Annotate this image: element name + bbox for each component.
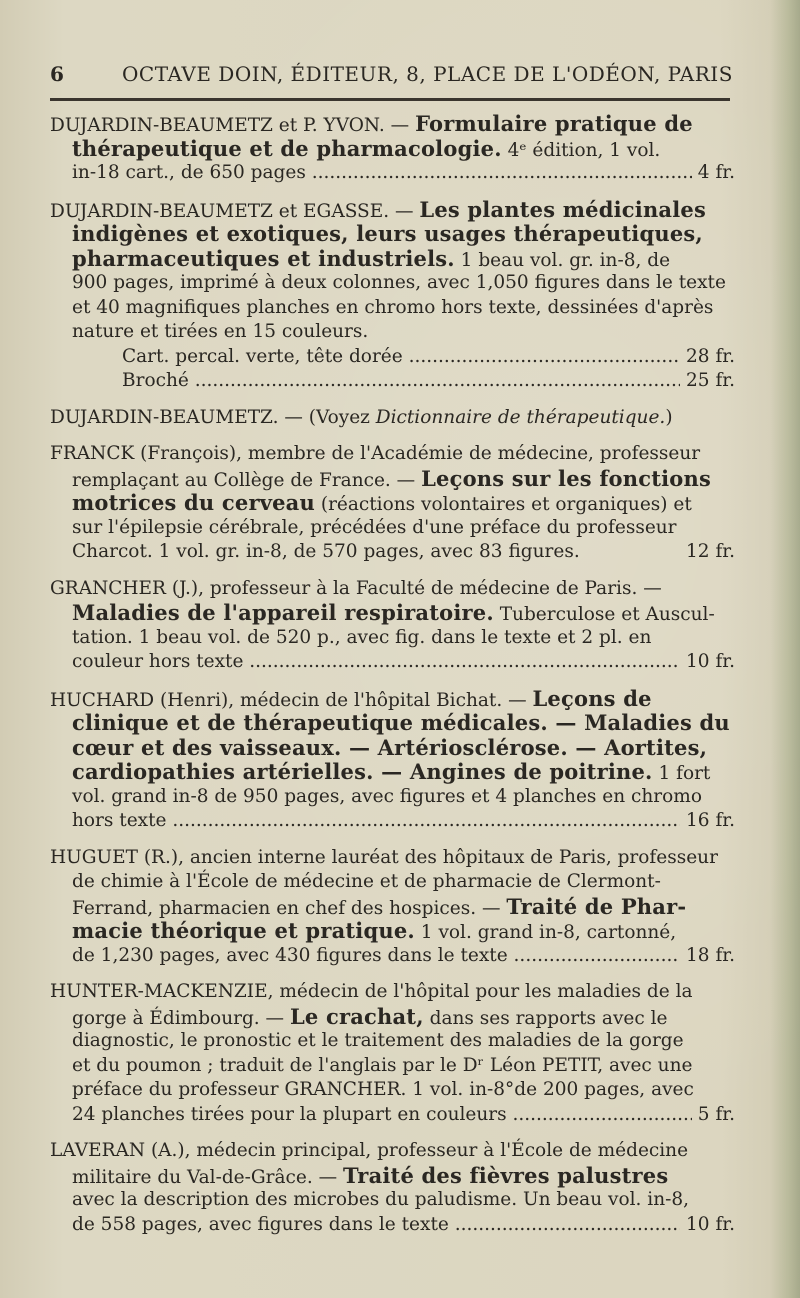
entry-text: et 40 magnifiques planches en chromo hors texte, dessinées d'après (72, 296, 714, 318)
entry-price: 4 fr. (697, 162, 735, 183)
entry-text: in-18 cart., de 650 pages ..... (72, 161, 692, 186)
entry-price: 16 fr. (686, 810, 735, 831)
entry-text: avec la description des microbes du paludisme. Un beau vol. in-8, (72, 1189, 690, 1210)
entry-text: Ferrand, pharmacien en chef des hospices. — (72, 897, 507, 919)
entry-title: cœur et des vaisseaux. — Artériosclérose. — Aortites, (72, 734, 708, 760)
entry-text: de 558 pages, avec figures dans le texte ..... (72, 1213, 680, 1238)
entry-text: ) (665, 406, 673, 428)
entry-text: Cart. percal. verte, tête dorée ..... (122, 345, 680, 370)
catalog-entry (50, 442, 735, 565)
entry-title: clinique et de thérapeutique médicales. — Maladies du (72, 710, 730, 735)
entry-text: et du poumon ; traduit de l'anglais par le Dʳ Léon PETIT, avec une (72, 1054, 693, 1076)
entry-price: 12 fr. (686, 541, 735, 562)
entry-price: 25 fr. (686, 370, 735, 391)
entry-title: Le crachat, (289, 1003, 424, 1029)
entry-author: FRANCK (François), membre de l'Académie de médecine, professeur (50, 443, 701, 464)
entry-price: 5 fr. (697, 1103, 735, 1125)
catalog-entry (50, 112, 735, 186)
entry-text: nature et tirées en 15 couleurs. (72, 321, 369, 342)
entry-author: DUJARDIN-BEAUMETZ et EGASSE. — (50, 200, 420, 222)
page-number: 6 (50, 62, 65, 86)
entry-text: Broché ..... (122, 369, 680, 394)
catalog-entry (50, 980, 735, 1127)
entry-author: HUCHARD (Henri), médecin de l'hôpital Bichat. — (50, 689, 533, 711)
entry-price: 28 fr. (686, 345, 735, 367)
entry-text: couleur hors texte ..... (72, 650, 680, 675)
entry-title: indigènes et exotiques, leurs usages thérapeutiques, (72, 221, 703, 246)
entry-author: HUNTER-MACKENZIE, médecin de l'hôpital pour les maladies de la (50, 981, 693, 1002)
entry-text: vol. grand in-8 de 950 pages, avec figures et 4 planches en chromo (72, 785, 702, 807)
entry-text: tation. 1 beau vol. de 520 p., avec fig. dans le texte et 2 pl. en (72, 626, 652, 648)
entry-price: 18 fr. (686, 944, 735, 966)
entry-text: de chimie à l'École de médecine et de pharmacie de Clermont- (72, 871, 661, 892)
entry-text: 1 beau vol. gr. in-8, de (454, 249, 671, 271)
entry-text: dans ses rapports avec le (423, 1007, 668, 1029)
entry-text: hors texte ..... (72, 809, 680, 834)
entry-reference: Dictionnaire de thérapeutique. (375, 406, 666, 428)
entry-text: remplaçant au Collège de France. — (72, 469, 422, 491)
entry-author: HUGUET (R.), ancien interne lauréat des hôpitaux de Paris, professeur (50, 846, 718, 868)
entry-title: Maladies de l'appareil respiratoire. (72, 600, 494, 625)
entry-text: Charcot. 1 vol. gr. in-8, de 570 pages, avec 83 figures. (72, 541, 580, 562)
entry-text: préface du professeur GRANCHER. 1 vol. in-8°de 200 pages, avec (72, 1079, 694, 1100)
entry-text: 1 vol. grand in-8, cartonné, (414, 922, 677, 943)
entry-title: Formulaire pratique de (415, 111, 693, 136)
entry-text: Tuberculose et Auscul- (493, 604, 715, 625)
entry-title: thérapeutique et de pharmacologie. (72, 135, 502, 161)
entry-text: 24 planches tirées pour la plupart en couleurs ..... (72, 1103, 692, 1128)
entry-title: Traité de Phar- (506, 893, 687, 919)
catalog-entry (50, 577, 735, 675)
entry-title: Leçons de (532, 685, 652, 711)
entry-author: GRANCHER (J.), professeur à la Faculté de médecine de Paris. — (50, 577, 662, 599)
catalog-entry (50, 687, 735, 834)
entry-text: 1 fort (652, 763, 711, 784)
catalog-entry (50, 406, 735, 431)
entry-title: macie théorique et pratique. (72, 918, 415, 943)
catalog-entry (50, 1139, 735, 1237)
entry-price: 10 fr. (686, 1213, 735, 1235)
entry-title: motrices du cerveau (72, 490, 315, 515)
entry-text: sur l'épilepsie cérébrale, précédées d'une préface du professeur (72, 516, 677, 538)
entry-text: de 1,230 pages, avec 430 figures dans le texte ..... (72, 944, 680, 969)
entry-text: 900 pages, imprimé à deux colonnes, avec 1,050 figures dans le texte (72, 272, 726, 293)
entry-author: DUJARDIN-BEAUMETZ et P. YVON. — (50, 115, 416, 136)
entry-text: (réactions volontaires et organiques) et (314, 494, 692, 515)
entry-author: LAVERAN (A.), médecin principal, professeur à l'École de médecine (50, 1140, 689, 1161)
header-rule (50, 98, 730, 101)
entry-text: diagnostic, le pronostic et le traitement des maladies de la gorge (72, 1030, 684, 1051)
catalog-entry (50, 198, 735, 394)
entry-title: Traité des fièvres palustres (343, 1162, 669, 1188)
catalog-entries (50, 112, 735, 1249)
running-header (50, 62, 733, 92)
publisher-header: OCTAVE DOIN, ÉDITEUR, 8, PLACE DE L'ODÉON, PARIS (122, 62, 733, 86)
entry-price: 10 fr. (686, 651, 735, 672)
entry-title: pharmaceutiques et industriels. (72, 245, 455, 271)
catalog-entry (50, 846, 735, 969)
entry-author: DUJARDIN-BEAUMETZ. — (Voyez (50, 406, 376, 428)
entry-text: militaire du Val-de-Grâce. — (72, 1166, 343, 1188)
page-edge (770, 0, 800, 1298)
entry-text: gorge à Édimbourg. — (72, 1007, 290, 1029)
entry-title: Leçons sur les fonctions (421, 465, 711, 491)
entry-title: Les plantes médicinales (419, 196, 706, 222)
entry-text: 4ᵉ édition, 1 vol. (501, 139, 661, 161)
entry-title: cardiopathies artérielles. — Angines de poitrine. (72, 759, 653, 784)
